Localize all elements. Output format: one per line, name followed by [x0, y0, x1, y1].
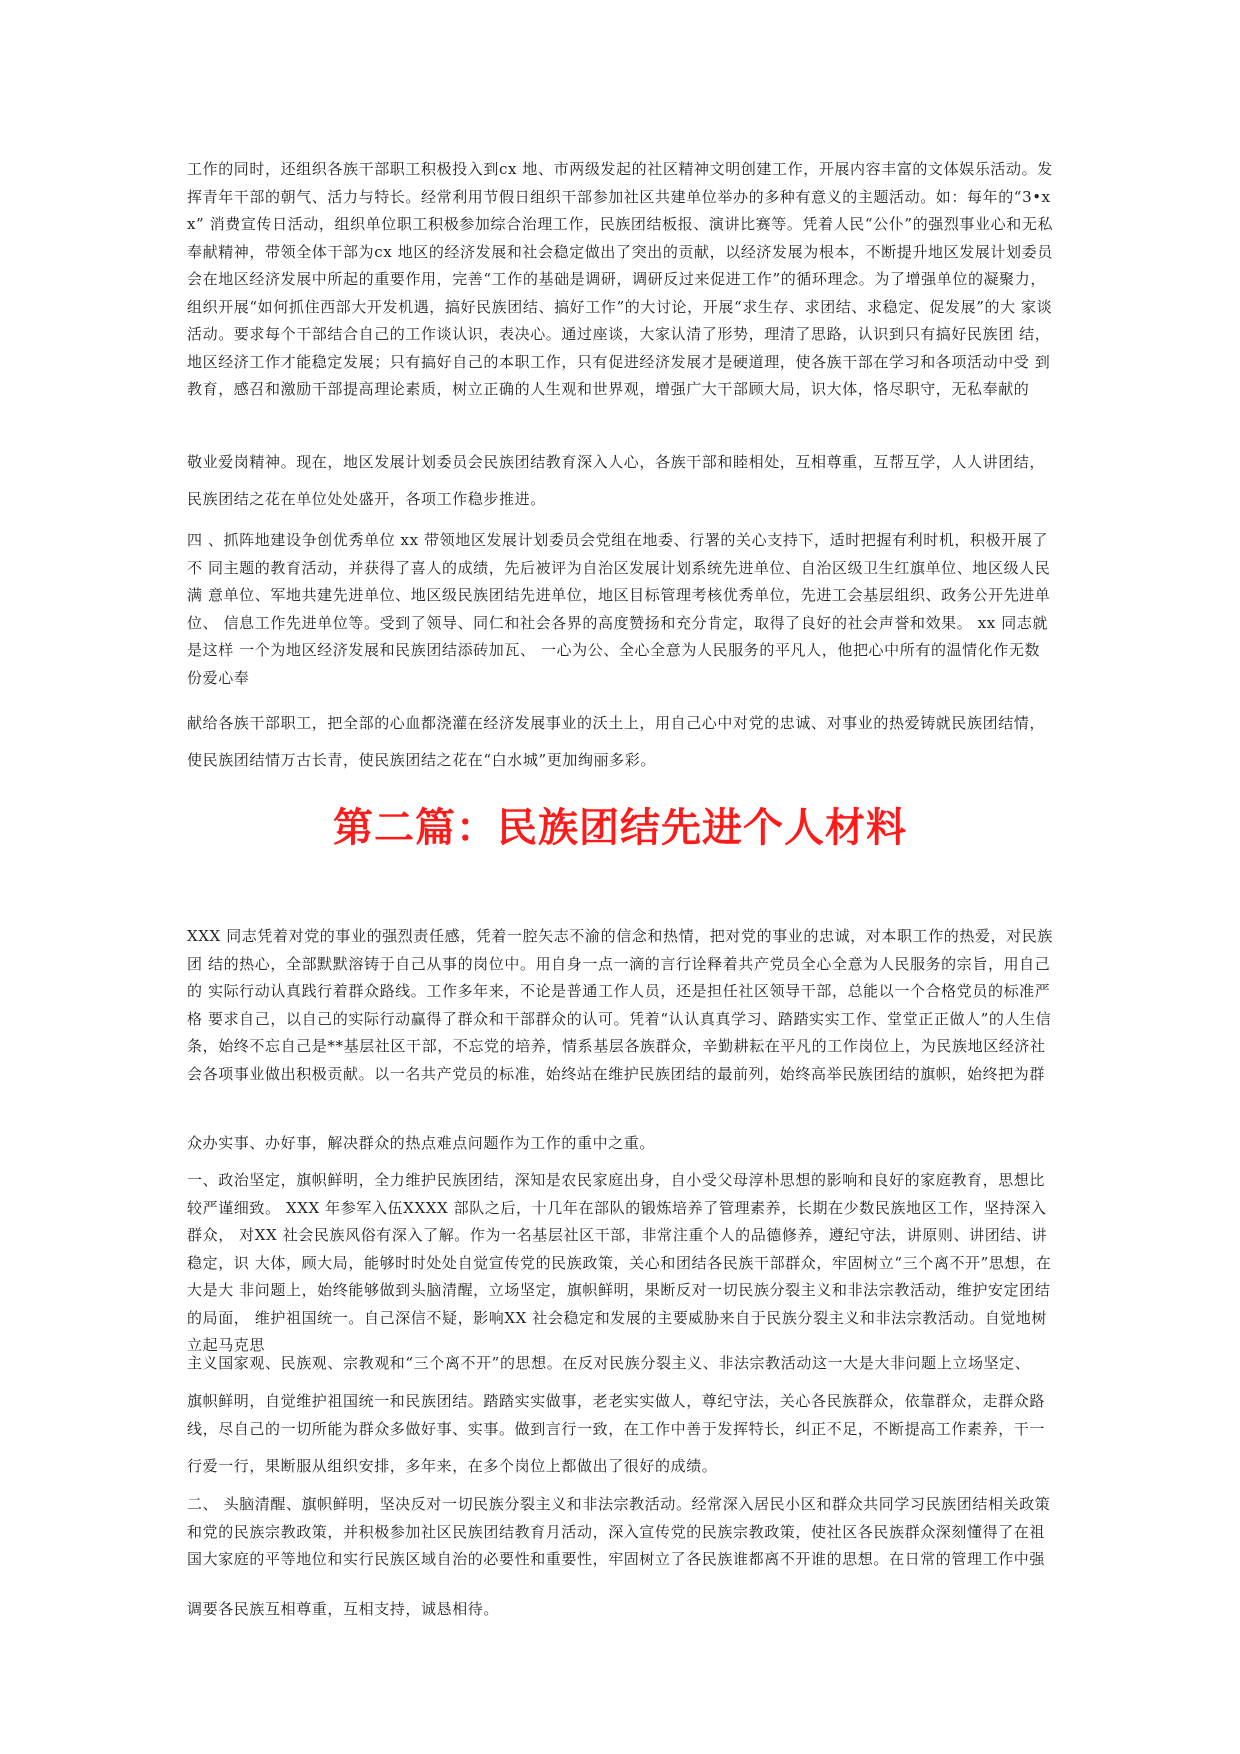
paragraph-white-water-city: 使民族团结情万古长青，使民族团结之花在“白水城”更加绚丽多彩。 [187, 751, 656, 769]
paragraph-section-four: 四 、抓阵地建设争创优秀单位 xx 带领地区发展计划委员会党组在地委、行署的关心支持下，适时把握有利时机，积极开展了不 同主题的教育活动，并获得了喜人的成绩，先后被评为自治区发展计划系统先进单位、自治区级卫生红旗单位、地区级人民满 意单位、军地共建先进单位、地区级民族团结先进单位，地区目标管理考核优秀单位，先进工会基层组织、政务公开先进单位、 信息工作先进单位等。受到了领导、同仁和社会各界的高度赞扬和充分肯定，取得了良好的社会声誉和效果。 xx 同志就是这样 一个为地区经济发展和民族团结添砖加瓦、 一心为公、全心全意为人民服务的平凡人，他把心中所有的温情化作无数份爱心奉 [187, 531, 1051, 687]
paragraph-mutual-respect: 调要各民族互相尊重，互相支持，诚恳相待。 [187, 1600, 500, 1618]
paragraph-cultural-activities: 工作的同时，还组织各族干部职工积极投入到cx 地、市两级发起的社区精神文明创建工作，开展内容丰富的文体娱乐活动。发挥青年干部的朝气、活力与特长。经常利用节假日组织干部参加社区共建单位举办的多种有意义的主题活动。如：每年的“3•xx” 消费宣传日活动，组织单位职工积极参加综合治理工作，民族团结板报、演讲比赛等。凭着人民“公仆”的强烈事业心和无私 奉献精神，带领全体干部为cx 地区的经济发展和社会稳定做出了突出的贡献，以经济发展为根本，不断提升地区发展计划委员 会在地区经济发展中所起的重要作用，完善“工作的基础是调研，调研反过来促进工作”的循环理念。为了增强单位的凝聚力， 组织开展“如何抓住西部大开发机遇，搞好民族团结、搞好工作”的大讨论，开展“求生存、求团结、求稳定、促发展”的大 家谈活动。要求每个干部结合自己的工作谈认识，表决心。通过座谈，大家认清了形势，理清了思路，认识到只有搞好民族团 结，地区经济工作才能稳定发展；只有搞好自己的本职工作，只有促进经济发展才是硬道理，使各族干部在学习和各项活动中受 到教育，感召和激励干部提高理论素质，树立正确的人生观和世界观，增强广大干部顾大局，识大体，恪尽职守，无私奉献的 [187, 160, 1054, 398]
paragraph-xxx-comrade: XXX 同志凭着对党的事业的强烈责任感，凭着一腔矢志不渝的信念和热情，把对党的事业的忠诚，对本职工作的热爱，对民族团 结的热心，全部默默溶铸于自己从事的岗位中。用自身一点一滴的言行诠释着共产党员全心全意为人民服务的宗旨，用自己的 实际行动认真践行着群众路线。工作多年来，不论是普通工作人员，还是担任社区领导干部，总能以一个合格党员的标准严格 要求自己，以自己的实际行动赢得了群众和干部群众的认可。凭着“认认真真学习、踏踏实实工作、堂堂正正做人”的人生信 条，始终不忘自己是**基层社区干部，不忘党的培养，情系基层各族群众，辛勤耕耘在平凡的工作岗位上，为民族地区经济社 会各项事业做出积极贡献。以一名共产党员的标准，始终站在维护民族团结的最前列，始终高举民族团结的旗帜，始终把为群 [187, 927, 1054, 1083]
paragraph-section-two: 二、 头脑清醒、旗帜鲜明，坚决反对一切民族分裂主义和非法宗教活动。经常深入居民小区和群众共同学习民族团结相关政策 和党的民族宗教政策，并积极参加社区民族团结教育月活动，深入宣传党的民族宗教政策，使社区各民族群众深刻懂得了在祖 国大家庭的平等地位和实行民族区域自治的必要性和重要性，牢固树立了各民族谁都离不开谁的思想。在日常的管理工作中强 [187, 1495, 1051, 1568]
paragraph-national-unity: 旗帜鲜明，自觉维护祖国统一和民族团结。踏踏实实做事，老老实实做人，尊纪守法，关心各民族群众，依靠群众，走群众路线，尽自己的一切所能为群众多做好事、实事。做到言行一致，在工作中善于发挥特长，纠正不足，不断提高工作素养，干一 [187, 1392, 1046, 1438]
section-heading: 第二篇：民族团结先进个人材料 [333, 805, 907, 851]
paragraph-obey-arrangement: 行爱一行，果断服从组织安排，多年来，在多个岗位上都做出了很好的成绩。 [187, 1457, 718, 1475]
paragraph-unity-flower: 民族团结之花在单位处处盛开，各项工作稳步推进。 [187, 490, 546, 508]
paragraph-serve-masses: 众办实事、办好事，解决群众的热点难点问题作为工作的重中之重。 [187, 1134, 656, 1152]
paragraph-marxist-view: 主义国家观、民族观、宗教观和“三个离不开”的思想。在反对民族分裂主义、非法宗教活动这一大是大非问题上立场坚定、 [187, 1354, 1031, 1372]
paragraph-dedication: 敬业爱岗精神。现在，地区发展计划委员会民族团结教育深入人心，各族干部和睦相处，互相尊重，互帮互学，人人讲团结， [187, 453, 1046, 471]
paragraph-devotion: 献给各族干部职工，把全部的心血都浇灌在经济发展事业的沃土上，用自己心中对党的忠诚、对事业的热爱铸就民族团结情， [187, 714, 1046, 732]
paragraph-political-firmness: 一、政治坚定，旗帜鲜明，全力维护民族团结，深知是农民家庭出身，自小受父母淳朴思想的影响和良好的家庭教育，思想比较严谨细致。 XXX 年参军入伍XXXX 部队之后，十几年在部队的锻炼培养了管理素养，长期在少数民族地区工作，坚持深入群众， 对XX 社会民族风俗有深入了解。作为一名基层社区干部，非常注重个人的品德修养，遵纪守法，讲原则、讲团结、讲稳定，识 大体，顾大局，能够时时处处自觉宣传党的民族政策，关心和团结各民族干部群众，牢固树立“三个离不开”思想，在大是大 非问题上，始终能够做到头脑清醒，立场坚定，旗帜鲜明，果断反对一切民族分裂主义和非法宗教活动，维护安定团结的局面， 维护祖国统一。自己深信不疑，影响XX 社会稳定和发展的主要威胁来自于民族分裂主义和非法宗教活动。自觉地树立起马克思 [187, 1171, 1052, 1354]
